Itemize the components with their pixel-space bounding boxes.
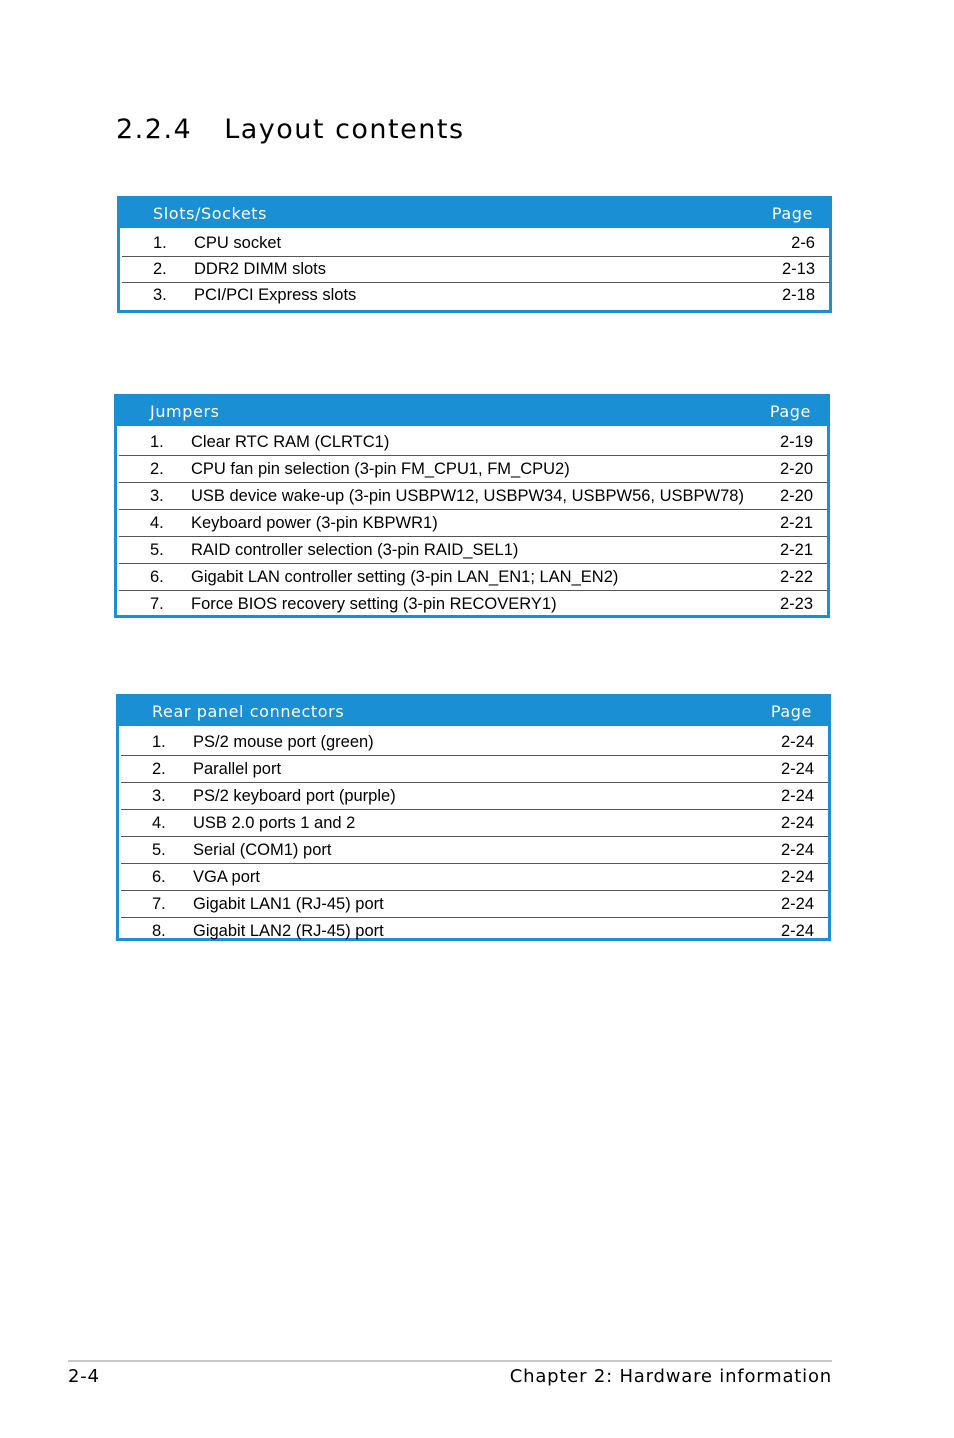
- page-footer: [68, 1366, 832, 1387]
- section-heading: [116, 114, 465, 145]
- row-item: CPU fan pin selection (3-pin FM_CPU1, FM_CPU2): [191, 459, 570, 478]
- row-item: PS/2 mouse port (green): [193, 732, 374, 751]
- row-number: 6.: [150, 567, 164, 586]
- row-page: 2-24: [780, 840, 814, 859]
- row-item: VGA port: [193, 867, 260, 886]
- row-page: 2-24: [780, 786, 814, 805]
- row-number: 7.: [152, 894, 166, 913]
- row-item: Force BIOS recovery setting (3-pin RECOVERY1): [191, 594, 557, 613]
- row-page: 2-24: [780, 867, 814, 886]
- table-row: [121, 783, 828, 810]
- table-row: [119, 510, 827, 537]
- table-row: [119, 483, 827, 510]
- table-row: [122, 283, 829, 308]
- table-row: [121, 918, 828, 944]
- row-number: 3.: [152, 786, 166, 805]
- table-header-label: Slots/Sockets: [153, 204, 268, 223]
- row-item: PS/2 keyboard port (purple): [193, 786, 396, 805]
- row-number: 3.: [153, 286, 167, 304]
- row-number: 2.: [150, 459, 164, 478]
- rear-panel-connectors-table: [116, 694, 831, 941]
- page-column-header: Page: [771, 204, 813, 223]
- table-body: [117, 426, 827, 617]
- table-row: [122, 231, 829, 257]
- row-item: Serial (COM1) port: [193, 840, 332, 859]
- row-number: 7.: [150, 594, 164, 613]
- row-page: 2-13: [781, 260, 815, 278]
- row-item: Clear RTC RAM (CLRTC1): [191, 432, 390, 451]
- section-number: 2.2.4: [116, 114, 193, 145]
- row-page: 2-6: [791, 234, 815, 252]
- row-page: 2-22: [779, 567, 813, 586]
- row-number: 5.: [152, 840, 166, 859]
- table-row: [121, 810, 828, 837]
- page-column-header: Page: [769, 402, 811, 421]
- table-row: [119, 456, 827, 483]
- table-row: [121, 891, 828, 918]
- table-row: [119, 429, 827, 456]
- table-row: [122, 257, 829, 283]
- row-number: 6.: [152, 867, 166, 886]
- table-header: [119, 697, 828, 726]
- table-header: [117, 397, 827, 426]
- row-page: 2-20: [779, 486, 813, 505]
- table-body: [119, 726, 828, 944]
- row-page: 2-20: [779, 459, 813, 478]
- table-header-label: Jumpers: [150, 402, 220, 421]
- row-page: 2-21: [779, 513, 813, 532]
- page-column-header: Page: [770, 702, 812, 721]
- row-page: 2-18: [781, 286, 815, 304]
- row-number: 1.: [152, 732, 166, 751]
- row-page: 2-21: [779, 540, 813, 559]
- table-header: [120, 199, 829, 228]
- row-item: Parallel port: [193, 759, 282, 778]
- slots-sockets-table: [117, 196, 832, 313]
- row-page: 2-24: [780, 813, 814, 832]
- row-item: USB device wake-up (3-pin USBPW12, USBPW34, USBPW56, USBPW78): [191, 486, 744, 505]
- footer-page-number: 2-4: [68, 1366, 100, 1387]
- row-item: DDR2 DIMM slots: [194, 260, 327, 278]
- row-item: RAID controller selection (3-pin RAID_SEL1): [191, 540, 519, 559]
- row-page: 2-19: [779, 432, 813, 451]
- row-item: USB 2.0 ports 1 and 2: [193, 813, 356, 832]
- jumpers-table: [114, 394, 830, 618]
- row-item: Gigabit LAN controller setting (3-pin LAN_EN1; LAN_EN2): [191, 567, 619, 586]
- table-header-label: Rear panel connectors: [152, 702, 345, 721]
- row-number: 2.: [152, 759, 166, 778]
- row-page: 2-23: [779, 594, 813, 613]
- row-item: PCI/PCI Express slots: [194, 286, 357, 304]
- table-row: [121, 864, 828, 891]
- row-number: 3.: [150, 486, 164, 505]
- row-page: 2-24: [780, 921, 814, 940]
- row-number: 1.: [153, 234, 167, 252]
- row-number: 2.: [153, 260, 167, 278]
- row-number: 4.: [150, 513, 164, 532]
- row-item: Gigabit LAN2 (RJ-45) port: [193, 921, 384, 940]
- footer-chapter-title: Chapter 2: Hardware information: [509, 1366, 832, 1387]
- table-row: [119, 537, 827, 564]
- row-item: Gigabit LAN1 (RJ-45) port: [193, 894, 384, 913]
- table-row: [119, 564, 827, 591]
- row-number: 5.: [150, 540, 164, 559]
- footer-divider: [68, 1360, 832, 1362]
- row-page: 2-24: [780, 894, 814, 913]
- table-row: [119, 591, 827, 617]
- table-row: [121, 729, 828, 756]
- row-number: 4.: [152, 813, 166, 832]
- row-number: 1.: [150, 432, 164, 451]
- table-row: [121, 837, 828, 864]
- section-title: Layout contents: [224, 114, 465, 145]
- row-page: 2-24: [780, 732, 814, 751]
- row-number: 8.: [152, 921, 166, 940]
- table-body: [120, 228, 829, 308]
- table-row: [121, 756, 828, 783]
- row-item: Keyboard power (3-pin KBPWR1): [191, 513, 438, 532]
- row-item: CPU socket: [194, 234, 282, 252]
- row-page: 2-24: [780, 759, 814, 778]
